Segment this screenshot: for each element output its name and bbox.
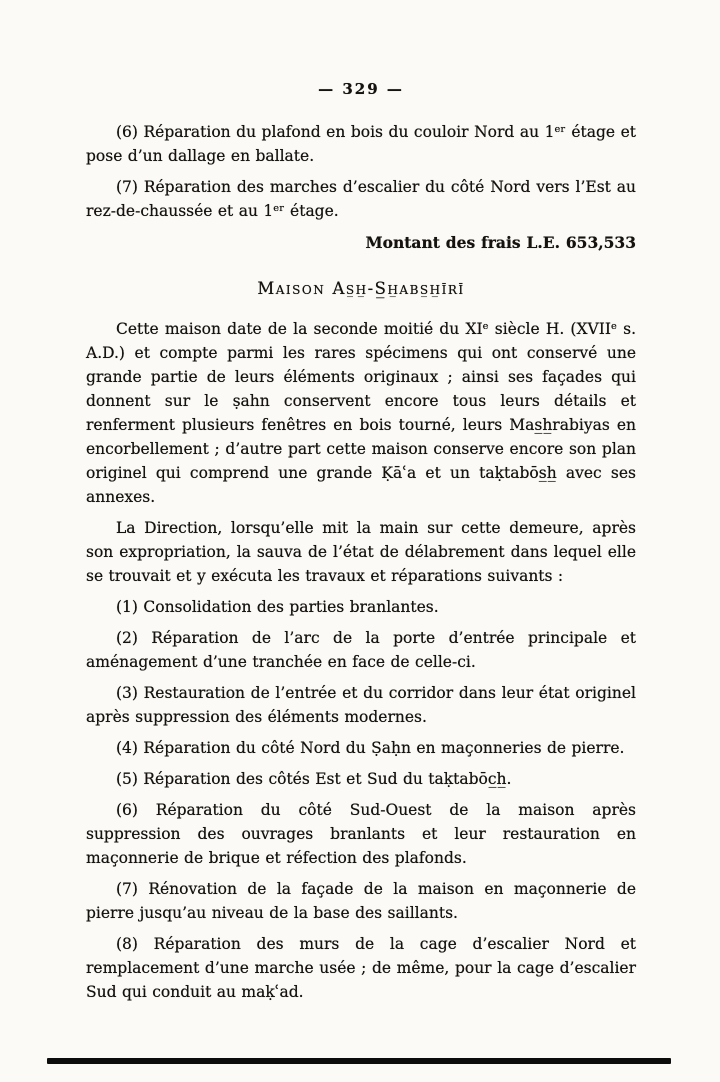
scan-edge-artifact	[47, 1058, 671, 1064]
page-content	[86, 120, 636, 1004]
list-item: (2) Réparation de l’arc de la porte d’entrée principale et aménagement d’une tranchée en face de celle-ci.	[86, 629, 636, 671]
section-heading: Maison As̲h̲-S̲h̲abs̲h̲īrī	[257, 279, 465, 298]
list-item: (7) Rénovation de la façade de la maison en maçonnerie de pierre jusqu’au niveau de la base des saillants.	[86, 880, 636, 922]
list-item: (5) Réparation des côtés Est et Sud du taḳtabōc̲h̲.	[116, 770, 512, 788]
list-item: (3) Restauration de l’entrée et du corridor dans leur état originel après suppression des éléments modernes.	[86, 684, 636, 726]
list-item: (1) Consolidation des parties branlantes.	[116, 598, 439, 616]
list-item: (8) Réparation des murs de la cage d’escalier Nord et remplacement d’une marche usée ; de même, pour la cage d’escalier Sud qui conduit au maḳʿad.	[86, 935, 636, 1001]
paragraph: La Direction, lorsqu’elle mit la main sur cette demeure, après son expropriation, la sauva de l’état de délabrement dans lequel elle se trouvait et y exécuta les travaux et réparations suivants :	[86, 519, 636, 585]
list-item: (7) Réparation des marches d’escalier du côté Nord vers l’Est au rez-de-chaussée et au 1ᵉʳ étage.	[86, 178, 636, 220]
page-number: — 329 —	[318, 80, 404, 98]
paragraph: Cette maison date de la seconde moitié du XIᵉ siècle H. (XVIIᵉ s. A.D.) et compte parmi les rares spécimens qui ont conservé une grande partie de leurs éléments originaux ; ainsi ses façades qui donnent sur le ṣahn conservent encore tous leurs détails et renferment plusieurs fenêtres en bois tourné, leurs Mas̲h̲rabiyas en encorbellement ; d’autre part cette maison conserve encore son plan originel qui comprend une grande Ḳāʿa et un taḳtabōs̲h̲ avec ses annexes.	[86, 320, 636, 506]
list-item: (6) Réparation du plafond en bois du couloir Nord au 1ᵉʳ étage et pose d’un dallage en ballate.	[86, 123, 636, 165]
list-item: (6) Réparation du côté Sud-Ouest de la maison après suppression des ouvrages branlants et leur restauration en maçonnerie de brique et réfection des plafonds.	[86, 801, 636, 867]
list-item: (4) Réparation du côté Nord du Ṣaḥn en maçonneries de pierre.	[116, 739, 625, 757]
amount-line: Montant des frais L.E. 653,533	[365, 233, 636, 252]
